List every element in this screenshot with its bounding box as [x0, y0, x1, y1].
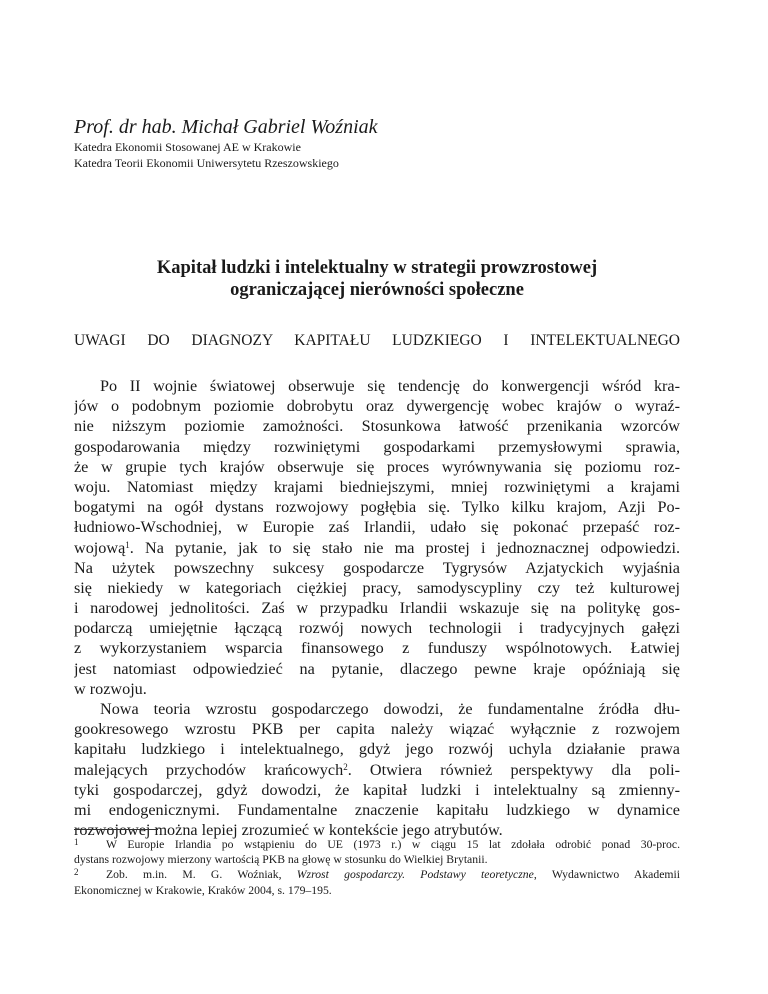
- body-line: woju. Natomiast między krajami biedniejszymi, mniej rozwiniętymi a krajami: [74, 477, 680, 496]
- body-line: mi endogenicznymi. Fundamentalne znaczenie kapitału ludzkiego w dynamice: [74, 800, 680, 819]
- body-line: jów o podobnym poziomie dobrobytu oraz dywergencję wobec krajów o wyraź-: [74, 397, 680, 416]
- affiliation-1: Katedra Ekonomii Stosowanej AE w Krakowie: [74, 140, 301, 154]
- footnote-2: $^2$ Zob. m.in. M. G. Woźniak, Wzrost gospodarczy. Podstawy teoretyczne, Wydawnictwo Akademii: [74, 867, 680, 882]
- footnote-separator: [74, 829, 158, 830]
- title-line-1: Kapitał ludzki i intelektualny w strategii prowzrostowej: [156, 258, 598, 278]
- body-line: w rozwoju.: [74, 679, 147, 698]
- body-line: podarczą umiejętnie łączącą rozwój nowych technologii i tradycyjnych gałęzi: [74, 619, 680, 638]
- body-line: i narodowej jednolitości. Zaś w przypadku Irlandii wskazuje się na politykę gos-: [74, 599, 680, 618]
- affiliation-2: Katedra Teorii Ekonomii Uniwersytetu Rzeszowskiego: [74, 156, 339, 170]
- body-line: gospodarowania między rozwiniętymi gospodarkami przemysłowymi sprawia,: [74, 437, 680, 456]
- body-line: kapitału ludzkiego i intelektualnego, gdyż jego rozwój uchyla działanie prawa: [74, 740, 680, 759]
- footnote-1-cont: dystans rozwojowy mierzony wartością PKB na głowę w stosunku do Wielkiej Brytanii.: [74, 853, 488, 867]
- body-line: rozwojowej można lepiej zrozumieć w kontekście jego atrybutów.: [74, 821, 503, 840]
- body-line: gookresowego wzrostu PKB per capita należy wiązać wyłącznie z rozwojem: [74, 720, 680, 739]
- body-line: Nowa teoria wzrostu gospodarczego dowodzi, że fundamentalne źródła dłu-: [100, 700, 680, 718]
- body-text: [74, 376, 680, 840]
- body-line: bogatymi na ogół dystans rozwojowy pogłębia się. Tylko kilku krajom, Azji Po-: [74, 498, 680, 517]
- body-line: nie niższym poziomie zamożności. Stosunkowa łatwość przenikania wzorców: [74, 417, 680, 436]
- body-line: tyki gospodarczej, gdyż dowodzi, że kapitał ludzki i intelektualny są zmienny-: [74, 780, 680, 799]
- author-name: Prof. dr hab. Michał Gabriel Woźniak: [74, 116, 378, 138]
- cited-book-title: Wzrost gospodarczy. Podstawy teoretyczne: [296, 868, 534, 882]
- footnote-number: 2: [74, 867, 79, 878]
- section-heading: UWAGI DO DIAGNOZY KAPITAŁU LUDZKIEGO I INTELEKTUALNEGO: [74, 332, 680, 349]
- body-line: wojową$^1$. Na pytanie, jak to się stało nie ma prostej i jednoznacznej odpowiedzi.: [74, 538, 680, 557]
- body-line: z wykorzystaniem wsparcia finansowego z funduszy wspólnotowych. Łatwiej: [74, 639, 680, 658]
- footnote-2-cont: Ekonomicznej w Krakowie, Kraków 2004, s. 179–195.: [74, 883, 332, 897]
- title-line-2: ograniczającej nierówności społeczne: [230, 280, 524, 300]
- footnote-ref-1[interactable]: 1: [125, 539, 130, 550]
- footnote-number: 1: [74, 837, 79, 847]
- body-line: że w grupie tych krajów obserwuje się proces wyrównywania się poziomu roz-: [74, 457, 680, 476]
- body-line: łudniowo-Wschodniej, w Europie zaś Irlandii, udało się pokonać przepaść roz-: [74, 518, 680, 537]
- article-title: [74, 257, 680, 301]
- footnote-ref-2[interactable]: 2: [343, 761, 348, 772]
- body-line: malejących przychodów krańcowych$^2$. Otwiera również perspektywy dla poli-: [74, 760, 680, 779]
- footnote-text: W Europie Irlandia po wstąpieniu do UE (1973 r.) w ciągu 15 lat zdołała odrobić ponad 30-proc.: [106, 838, 680, 851]
- body-line: jest natomiast odpowiedzieć na pytanie, dlaczego pewne kraje opóźniają się: [74, 659, 680, 678]
- body-line: Po II wojnie światowej obserwuje się tendencję do konwergencji wśród kra-: [100, 377, 680, 395]
- footnotes: [74, 837, 680, 898]
- body-line: się niekiedy w kategoriach ciężkiej pracy, samodyscypliny czy też kulturowej: [74, 578, 680, 597]
- footnote-1: [74, 837, 680, 852]
- body-line: Na użytek powszechny sukcesy gospodarcze Tygrysów Azjatyckich wyjaśnia: [74, 558, 680, 577]
